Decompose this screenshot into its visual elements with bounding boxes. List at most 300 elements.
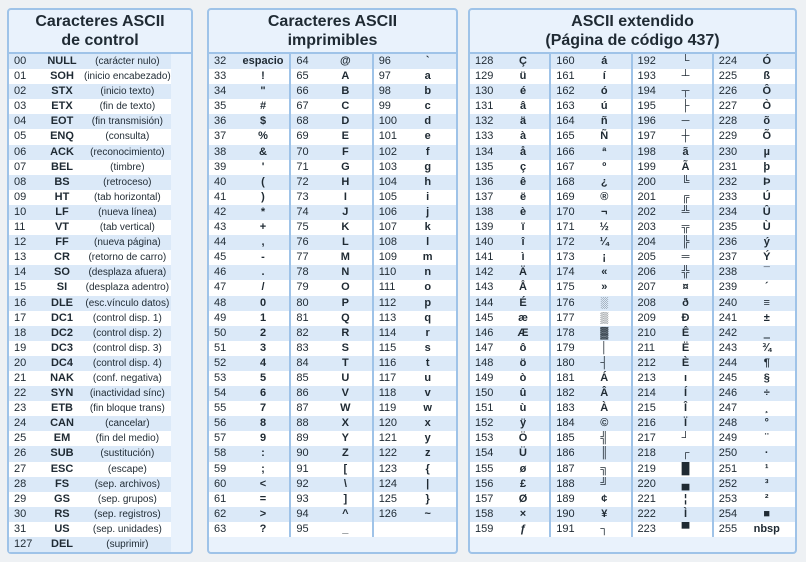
char-code: 199	[637, 160, 656, 173]
table-row	[714, 386, 795, 401]
char-code: 117	[378, 371, 397, 384]
char-symbol: ¬	[601, 205, 608, 218]
char-symbol: ó	[600, 85, 608, 98]
char-symbol: #	[259, 100, 267, 113]
table-row	[291, 250, 371, 265]
char-code: 20	[14, 356, 27, 369]
char-code: 126	[378, 507, 398, 520]
table-row	[551, 99, 630, 114]
char-symbol: (	[261, 175, 265, 188]
char-code: 234	[718, 205, 738, 218]
char-symbol: Þ	[763, 175, 771, 188]
table-row	[374, 446, 456, 461]
table-row	[470, 250, 549, 265]
char-symbol: ┤	[600, 356, 609, 369]
table-row	[551, 145, 630, 160]
char-description: (inicio encabezado)	[84, 71, 171, 83]
char-code: 201	[637, 190, 656, 203]
table-row	[9, 220, 171, 235]
char-code: 182	[556, 387, 575, 400]
char-code: 10	[14, 205, 27, 218]
table-row	[209, 145, 289, 160]
char-code: 12	[14, 236, 27, 249]
char-code: 103	[378, 160, 398, 173]
char-symbol: ║	[600, 447, 609, 460]
char-code: 208	[637, 296, 656, 309]
char-symbol: '	[261, 160, 265, 173]
char-code: 67	[296, 100, 309, 113]
char-code: 195	[637, 100, 656, 113]
char-code: 203	[637, 221, 656, 234]
table-row	[209, 175, 289, 190]
char-code: 252	[718, 477, 738, 490]
char-code: 190	[556, 507, 575, 520]
table-row	[9, 341, 171, 356]
table-row	[209, 235, 289, 250]
char-code: 49	[214, 311, 227, 324]
char-symbol: ³	[764, 477, 769, 490]
char-code: 233	[718, 190, 738, 203]
table-row	[470, 431, 549, 446]
table-row	[374, 477, 456, 492]
table-row	[551, 296, 630, 311]
char-code: 104	[378, 175, 398, 188]
char-symbol: N	[341, 266, 350, 279]
table-row	[551, 401, 630, 416]
table-row	[291, 386, 371, 401]
char-code: 94	[296, 507, 309, 520]
char-code: 87	[296, 402, 309, 415]
char-code: 65	[296, 70, 309, 83]
char-code: 238	[718, 266, 738, 279]
table-row	[551, 220, 630, 235]
table-row	[374, 311, 456, 326]
char-symbol: é	[519, 85, 527, 98]
char-code: 161	[556, 70, 575, 83]
char-code: 71	[296, 160, 309, 173]
char-symbol: ½	[599, 221, 609, 234]
table-row	[633, 462, 712, 477]
table-row	[714, 54, 795, 69]
table-row	[9, 265, 171, 280]
char-code: 43	[214, 221, 227, 234]
char-symbol: ┴	[681, 70, 690, 83]
char-code: 231	[718, 160, 738, 173]
char-code: 167	[556, 160, 575, 173]
char-symbol: -	[261, 251, 265, 264]
char-code: 209	[637, 311, 656, 324]
table-row	[209, 326, 289, 341]
char-symbol: ¨	[764, 432, 769, 445]
char-symbol: DC2	[50, 326, 73, 339]
table-row	[291, 220, 371, 235]
char-description: (desplaza afuera)	[88, 267, 167, 279]
char-description: (control disp. 1)	[92, 312, 162, 324]
char-code: 53	[214, 371, 227, 384]
table-row	[9, 492, 171, 507]
char-code: 32	[214, 55, 227, 67]
char-symbol: X	[341, 417, 350, 430]
char-code: 37	[214, 130, 227, 143]
char-symbol: ACK	[50, 145, 74, 158]
char-symbol: Ð	[681, 311, 690, 324]
char-code: 205	[637, 251, 656, 264]
table-row	[209, 371, 289, 386]
table-row	[9, 296, 171, 311]
char-symbol: À	[600, 402, 609, 415]
table-column	[633, 54, 714, 537]
char-symbol: 8	[259, 417, 267, 430]
char-description: (fin del medio)	[95, 433, 160, 445]
table-row	[470, 386, 549, 401]
table-row	[9, 114, 171, 129]
table-row	[633, 296, 712, 311]
char-description: (inicio texto)	[100, 86, 155, 98]
table-row	[714, 114, 795, 129]
printable-title-line2: imprimibles	[287, 32, 378, 49]
char-code: 151	[475, 402, 494, 415]
table-row	[714, 431, 795, 446]
table-row	[714, 371, 795, 386]
char-code: 250	[718, 447, 738, 460]
char-symbol: ×	[519, 507, 527, 520]
table-row	[9, 462, 171, 477]
table-row	[633, 492, 712, 507]
table-row	[9, 250, 171, 265]
char-symbol: á	[601, 55, 608, 67]
extended-title-line2: (Página de código 437)	[545, 32, 720, 49]
char-symbol: >	[259, 507, 267, 520]
char-code: 226	[718, 85, 738, 98]
table-row	[9, 69, 171, 84]
char-code: 149	[475, 371, 494, 384]
table-row	[714, 175, 795, 190]
table-row	[209, 265, 289, 280]
char-symbol: ª	[602, 145, 607, 158]
char-code: 56	[214, 417, 227, 430]
table-row	[9, 205, 171, 220]
char-symbol: Ú	[762, 190, 771, 203]
printable-title-line1: Caracteres ASCII	[267, 13, 398, 30]
char-symbol: «	[601, 266, 608, 279]
char-code: 136	[475, 175, 494, 188]
char-code: 215	[637, 402, 656, 415]
table-row	[714, 280, 795, 295]
char-code: 44	[214, 236, 227, 249]
char-description: (reconocimiento)	[90, 146, 165, 158]
char-symbol: ╔	[681, 190, 690, 203]
table-row	[714, 446, 795, 461]
char-description: (inactividad sínc)	[89, 388, 165, 400]
char-symbol: S	[341, 341, 350, 354]
table-row	[551, 175, 630, 190]
char-symbol: ÿ	[519, 417, 527, 430]
table-row	[470, 462, 549, 477]
char-symbol: ├	[681, 100, 690, 113]
table-row	[714, 341, 795, 356]
char-symbol: .	[261, 266, 265, 279]
char-symbol: §	[763, 371, 770, 384]
char-symbol: O	[341, 281, 350, 294]
char-symbol: ·	[764, 447, 769, 460]
table-row	[374, 522, 456, 537]
table-row	[551, 492, 630, 507]
table-row	[470, 220, 549, 235]
table-row	[291, 160, 371, 175]
char-code: 17	[14, 311, 27, 324]
char-symbol: U	[341, 371, 350, 384]
char-description: (fin de texto)	[99, 101, 156, 113]
char-code: 139	[475, 221, 494, 234]
char-code: 108	[378, 236, 398, 249]
char-symbol: ┼	[681, 130, 690, 143]
table-row	[9, 386, 171, 401]
char-symbol: ENQ	[50, 130, 74, 143]
char-symbol: ,	[261, 236, 265, 249]
table-row	[9, 371, 171, 386]
char-code: 137	[475, 190, 494, 203]
char-symbol: ù	[519, 402, 527, 415]
char-symbol: i	[426, 190, 430, 203]
printable-table	[209, 54, 456, 537]
char-code: 245	[718, 371, 738, 384]
char-symbol: }	[425, 492, 430, 505]
table-row	[551, 84, 630, 99]
table-row	[209, 446, 289, 461]
char-symbol: *	[260, 205, 266, 218]
char-symbol: ð	[682, 296, 689, 309]
printable-characters-title	[209, 10, 456, 54]
char-symbol: É	[519, 296, 527, 309]
table-row	[714, 356, 795, 371]
char-symbol: o	[424, 281, 432, 294]
char-symbol: ETB	[51, 402, 73, 415]
char-code: 58	[214, 447, 227, 460]
table-row	[714, 326, 795, 341]
char-symbol: ╩	[681, 205, 690, 218]
char-code: 247	[718, 402, 738, 415]
char-description: (nueva línea)	[98, 206, 157, 218]
char-code: 164	[556, 115, 575, 128]
char-symbol: STX	[51, 85, 73, 98]
char-code: 23	[14, 402, 27, 415]
char-symbol: NAK	[50, 371, 74, 384]
table-row	[291, 129, 371, 144]
char-code: 96	[378, 55, 391, 67]
char-symbol: ñ	[600, 115, 608, 128]
char-code: 197	[637, 130, 656, 143]
char-code: 193	[637, 70, 656, 83]
char-code: 06	[14, 145, 27, 158]
char-symbol: )	[261, 190, 265, 203]
char-symbol: ï	[521, 221, 525, 234]
table-row	[633, 477, 712, 492]
char-code: 188	[556, 477, 575, 490]
char-code: 55	[214, 402, 227, 415]
table-row	[291, 462, 371, 477]
char-symbol: Â	[600, 387, 609, 400]
char-code: 36	[214, 115, 227, 128]
table-row	[9, 477, 171, 492]
char-symbol: ı	[683, 371, 688, 384]
table-row	[9, 190, 171, 205]
char-code: 115	[378, 341, 397, 354]
table-row	[551, 431, 630, 446]
char-symbol: ░	[600, 296, 609, 309]
char-code: 00	[14, 55, 27, 67]
char-code: 239	[718, 281, 738, 294]
table-row	[633, 431, 712, 446]
char-code: 228	[718, 115, 738, 128]
table-row	[470, 175, 549, 190]
extended-ascii-panel	[468, 8, 797, 554]
table-row	[374, 250, 456, 265]
char-code: 79	[296, 281, 309, 294]
table-row	[551, 235, 630, 250]
char-symbol: ƒ	[519, 522, 527, 535]
char-code: 26	[14, 447, 27, 460]
char-symbol: :	[261, 447, 265, 460]
char-symbol: ▀	[681, 522, 690, 535]
char-code: 156	[475, 477, 494, 490]
char-symbol: Ë	[681, 341, 690, 354]
char-code: 141	[475, 251, 494, 264]
table-row	[633, 341, 712, 356]
char-symbol: î	[521, 236, 525, 249]
char-code: 47	[214, 281, 227, 294]
char-symbol: ¸	[764, 402, 769, 415]
char-symbol: `	[425, 55, 430, 67]
table-row	[714, 311, 795, 326]
char-description: (carácter nulo)	[95, 56, 160, 67]
char-symbol: ╗	[600, 462, 609, 475]
char-code: 48	[214, 296, 227, 309]
table-row	[374, 462, 456, 477]
table-row	[714, 296, 795, 311]
table-row	[209, 84, 289, 99]
table-row	[714, 69, 795, 84]
table-row	[291, 205, 371, 220]
char-description: (control disp. 3)	[92, 342, 162, 354]
table-row	[291, 175, 371, 190]
table-row	[291, 431, 371, 446]
table-row	[551, 280, 630, 295]
char-symbol: d	[424, 115, 432, 128]
table-row	[633, 175, 712, 190]
char-code: 177	[556, 311, 575, 324]
char-symbol: C	[341, 100, 350, 113]
char-symbol: e	[424, 130, 431, 143]
char-symbol: ü	[519, 70, 527, 83]
char-code: 248	[718, 417, 738, 430]
char-code: 19	[14, 341, 27, 354]
table-row	[714, 99, 795, 114]
control-title-line2: de control	[61, 32, 139, 49]
table-row	[291, 190, 371, 205]
char-symbol: z	[424, 447, 431, 460]
char-symbol: q	[424, 311, 432, 324]
char-code: 64	[296, 55, 309, 67]
table-row	[9, 446, 171, 461]
table-row	[209, 114, 289, 129]
char-code: 114	[378, 326, 397, 339]
char-code: 46	[214, 266, 227, 279]
char-code: 88	[296, 417, 309, 430]
char-code: 147	[475, 341, 494, 354]
char-code: 62	[214, 507, 227, 520]
char-symbol: espacio	[242, 55, 284, 67]
char-code: 212	[637, 356, 656, 369]
char-symbol: $	[259, 115, 267, 128]
table-row	[374, 190, 456, 205]
table-row	[374, 235, 456, 250]
table-column	[470, 54, 551, 537]
char-code: 168	[556, 175, 575, 188]
table-row	[470, 522, 549, 537]
table-row	[714, 145, 795, 160]
table-row	[291, 114, 371, 129]
char-code: 16	[14, 296, 27, 309]
char-symbol: °	[764, 417, 769, 430]
char-symbol: ±	[763, 311, 770, 324]
char-symbol: ¾	[762, 341, 772, 354]
char-code: 165	[556, 130, 575, 143]
char-description: (retroceso)	[103, 176, 152, 188]
char-description: (sep. unidades)	[92, 523, 162, 535]
char-code: 242	[718, 326, 738, 339]
char-symbol: ú	[600, 100, 608, 113]
char-code: 207	[637, 281, 656, 294]
char-code: 249	[718, 432, 738, 445]
table-row	[374, 220, 456, 235]
char-symbol: Á	[600, 371, 609, 384]
char-description: (tab vertical)	[99, 222, 155, 234]
char-symbol: F	[341, 145, 349, 158]
table-row	[291, 341, 371, 356]
printable-characters-panel	[207, 8, 458, 554]
char-symbol: Ä	[519, 266, 527, 279]
table-row	[633, 84, 712, 99]
char-symbol: ─	[681, 115, 690, 128]
table-row	[633, 356, 712, 371]
table-row	[633, 54, 712, 69]
table-row	[714, 477, 795, 492]
char-code: 223	[637, 522, 656, 535]
char-code: 74	[296, 205, 309, 218]
char-symbol: Ô	[762, 85, 772, 98]
table-row	[714, 129, 795, 144]
char-code: 01	[14, 70, 27, 83]
char-symbol: ²	[764, 492, 769, 505]
char-code: 102	[378, 145, 398, 158]
char-code: 60	[214, 477, 227, 490]
char-code: 128	[475, 55, 494, 67]
char-code: 59	[214, 462, 227, 475]
char-code: 153	[475, 432, 494, 445]
char-code: 189	[556, 492, 575, 505]
table-row	[470, 341, 549, 356]
char-symbol: ò	[519, 371, 527, 384]
char-code: 222	[637, 507, 656, 520]
table-row	[714, 220, 795, 235]
char-code: 150	[475, 387, 494, 400]
char-symbol: HT	[54, 190, 70, 203]
char-symbol: _	[342, 522, 349, 535]
char-symbol: k	[424, 221, 431, 234]
char-code: 72	[296, 175, 309, 188]
char-code: 230	[718, 145, 738, 158]
char-symbol: ô	[519, 341, 527, 354]
